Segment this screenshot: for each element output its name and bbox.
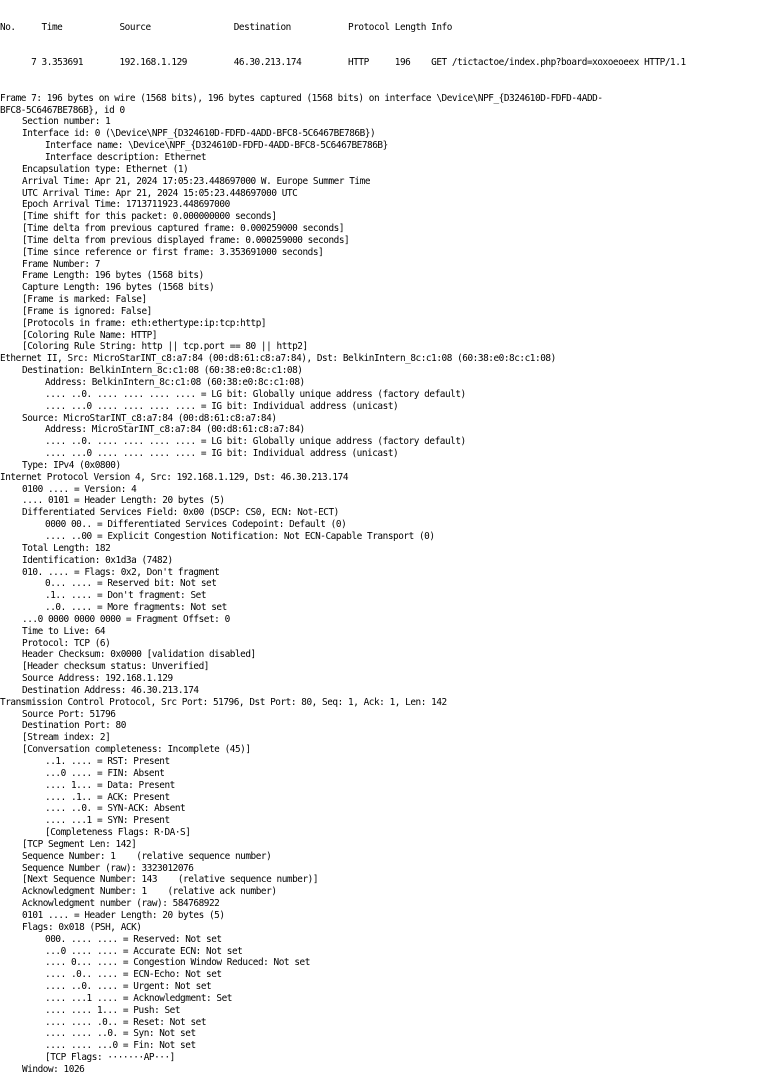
detail-line: .... 1... = Data: Present <box>45 779 175 791</box>
detail-line: [Next Sequence Number: 143 (relative sequence number)] <box>22 874 319 886</box>
detail-line: Total Length: 182 <box>22 542 111 554</box>
protocol-header-line[interactable]: Internet Protocol Version 4, Src: 192.168.1.129, Dst: 46.30.213.174 <box>0 471 349 483</box>
detail-line: ..1. .... = RST: Present <box>45 756 170 767</box>
detail-line: Type: IPv4 (0x0800) <box>22 459 121 471</box>
detail-line: .... ...0 .... .... .... .... = IG bit: Individual address (unicast) <box>45 448 399 460</box>
detail-line: Sequence Number: 1 (relative sequence number) <box>22 850 272 862</box>
detail-line: Acknowledgment Number: 1 (relative ack number) <box>22 886 277 898</box>
detail-line: 000. .... .... = Reserved: Not set <box>45 933 222 945</box>
detail-line: Frame Number: 7 <box>22 258 100 270</box>
detail-line: Acknowledgment number (raw): 584768922 <box>22 898 220 910</box>
detail-line: .... ...0 .... .... .... .... = IG bit: Individual address (unicast) <box>45 400 399 412</box>
detail-line: Source Port: 51796 <box>22 708 116 720</box>
detail-line: .... ...1 .... = Acknowledgment: Set <box>45 992 232 1004</box>
detail-line: 0100 .... = Version: 4 <box>22 483 137 495</box>
detail-line: .... .... 1... = Push: Set <box>45 1004 181 1016</box>
detail-line: Header Checksum: 0x0000 [validation disabled] <box>22 649 256 661</box>
detail-line: Protocol: TCP (6) <box>22 637 111 649</box>
detail-line: .... .1.. = ACK: Present <box>45 791 170 803</box>
detail-line: 0000 00.. = Differentiated Services Codepoint: Default (0) <box>45 519 347 531</box>
detail-line: ...0 .... .... = Accurate ECN: Not set <box>45 945 243 957</box>
detail-line: Capture Length: 196 bytes (1568 bits) <box>22 282 215 294</box>
detail-line: .1.. .... = Don't fragment: Set <box>45 590 207 602</box>
detail-line: Interface name: \Device\NPF_{D324610D-FDFD-4ADD-BFC8-5C6467BE786B} <box>45 140 388 152</box>
detail-line: Differentiated Services Field: 0x00 (DSCP: CS0, ECN: Not-ECT) <box>22 507 339 519</box>
detail-line: .... .... .0.. = Reset: Not set <box>45 1016 207 1028</box>
detail-line: [Time since reference or first frame: 3.353691000 seconds] <box>22 246 324 258</box>
detail-line: ...0 0000 0000 0000 = Fragment Offset: 0 <box>22 613 230 625</box>
detail-line: [Time delta from previous captured frame: 0.000259000 seconds] <box>22 223 345 235</box>
detail-line: .... ..00 = Explicit Congestion Notification: Not ECN-Capable Transport (0) <box>45 530 435 542</box>
detail-line: [TCP Flags: ·······AP···] <box>45 1052 175 1064</box>
detail-line: .... 0101 = Header Length: 20 bytes (5) <box>22 495 225 507</box>
detail-line: [Completeness Flags: R·DA·S] <box>45 827 191 839</box>
detail-line: 010. .... = Flags: 0x2, Don't fragment <box>22 566 220 578</box>
detail-line: [Protocols in frame: eth:ethertype:ip:tcp:http] <box>22 317 267 329</box>
detail-line: 0101 .... = Header Length: 20 bytes (5) <box>22 909 225 921</box>
detail-line: [Coloring Rule Name: HTTP] <box>22 329 158 341</box>
detail-line: Interface description: Ethernet <box>45 151 207 163</box>
detail-line: [Conversation completeness: Incomplete (45)] <box>22 744 251 756</box>
detail-line: .... 0... .... = Congestion Window Reduced: Not set <box>45 957 310 969</box>
protocol-header-line[interactable]: BFC8-5C6467BE786B}, id 0 <box>0 104 125 116</box>
detail-line: Identification: 0x1d3a (7482) <box>22 554 173 566</box>
detail-line: [Coloring Rule String: http || tcp.port == 80 || http2] <box>22 341 308 353</box>
detail-line: [Time shift for this packet: 0.000000000 seconds] <box>22 211 277 223</box>
detail-line: Section number: 1 <box>22 116 111 128</box>
detail-line: Flags: 0x018 (PSH, ACK) <box>22 921 142 933</box>
detail-line: .... .0.. .... = ECN-Echo: Not set <box>45 969 222 981</box>
detail-line: Destination: BelkinIntern_8c:c1:08 (60:38:e0:8c:c1:08) <box>22 365 303 377</box>
detail-line: .... ..0. .... .... .... .... = LG bit: Globally unique address (factory default) <box>45 388 466 400</box>
protocol-header-line[interactable]: Ethernet II, Src: MicroStarINT_c8:a7:84 (00:d8:61:c8:a7:84), Dst: BelkinIntern_8c:c1:08 (60:38:e0:8c:c1:08) <box>0 353 556 365</box>
packet-summary-row[interactable]: 7 3.353691 192.168.1.129 46.30.213.174 HTTP 196 GET /tictactoe/index.php?board=xoxoeoeex HTTP/1.1 <box>0 57 686 69</box>
detail-line: UTC Arrival Time: Apr 21, 2024 15:05:23.448697000 UTC <box>22 187 298 199</box>
protocol-header-line[interactable]: Transmission Control Protocol, Src Port: 51796, Dst Port: 80, Seq: 1, Ack: 1, Len: 142 <box>0 696 447 708</box>
detail-line: [Frame is marked: False] <box>22 294 147 306</box>
detail-line: Source Address: 192.168.1.129 <box>22 673 173 685</box>
detail-line: .... ..0. .... = Urgent: Not set <box>45 981 212 993</box>
detail-line: Destination Address: 46.30.213.174 <box>22 684 199 696</box>
column-header-row: No. Time Source Destination Protocol Length Info <box>0 21 452 33</box>
detail-line: Frame Length: 196 bytes (1568 bits) <box>22 270 204 282</box>
detail-line: [Header checksum status: Unverified] <box>22 661 209 673</box>
detail-line: 0... .... = Reserved bit: Not set <box>45 578 217 590</box>
detail-line: [Frame is ignored: False] <box>22 305 152 317</box>
detail-line: Arrival Time: Apr 21, 2024 17:05:23.448697000 W. Europe Summer Time <box>22 175 371 187</box>
detail-line: [Stream index: 2] <box>22 732 111 744</box>
detail-line: ...0 .... = FIN: Absent <box>45 767 165 779</box>
protocol-header-line[interactable]: Frame 7: 196 bytes on wire (1568 bits), 196 bytes captured (1568 bits) on interface \Device\NPF_{D324610D-FDFD-4ADD- <box>0 92 603 104</box>
detail-line: .... .... ...0 = Fin: Not set <box>45 1040 196 1052</box>
detail-line: Encapsulation type: Ethernet (1) <box>22 163 189 175</box>
detail-line: Address: BelkinIntern_8c:c1:08 (60:38:e0:8c:c1:08) <box>45 377 305 388</box>
detail-line: Address: MicroStarINT_c8:a7:84 (00:d8:61:c8:a7:84) <box>45 424 305 436</box>
packet-detail-tree <box>0 93 768 1076</box>
detail-line: [TCP Segment Len: 142] <box>22 838 137 850</box>
detail-line: Sequence Number (raw): 3323012076 <box>22 862 194 874</box>
detail-line: Interface id: 0 (\Device\NPF_{D324610D-FDFD-4ADD-BFC8-5C6467BE786B}) <box>22 128 376 140</box>
detail-line: Window: 1026 <box>22 1063 85 1075</box>
detail-line: Source: MicroStarINT_c8:a7:84 (00:d8:61:c8:a7:84) <box>22 412 277 424</box>
detail-line: .... ...1 = SYN: Present <box>45 815 170 827</box>
detail-line: .... .... ..0. = Syn: Not set <box>45 1028 196 1040</box>
detail-line: Epoch Arrival Time: 1713711923.448697000 <box>22 199 230 211</box>
detail-line: .... ..0. = SYN-ACK: Absent <box>45 803 186 815</box>
detail-line: Destination Port: 80 <box>22 720 126 732</box>
detail-line: ..0. .... = More fragments: Not set <box>45 602 227 614</box>
detail-line: Time to Live: 64 <box>22 625 106 637</box>
detail-line: [Time delta from previous displayed frame: 0.000259000 seconds] <box>22 234 350 246</box>
detail-line: .... ..0. .... .... .... .... = LG bit: Globally unique address (factory default) <box>45 436 466 448</box>
